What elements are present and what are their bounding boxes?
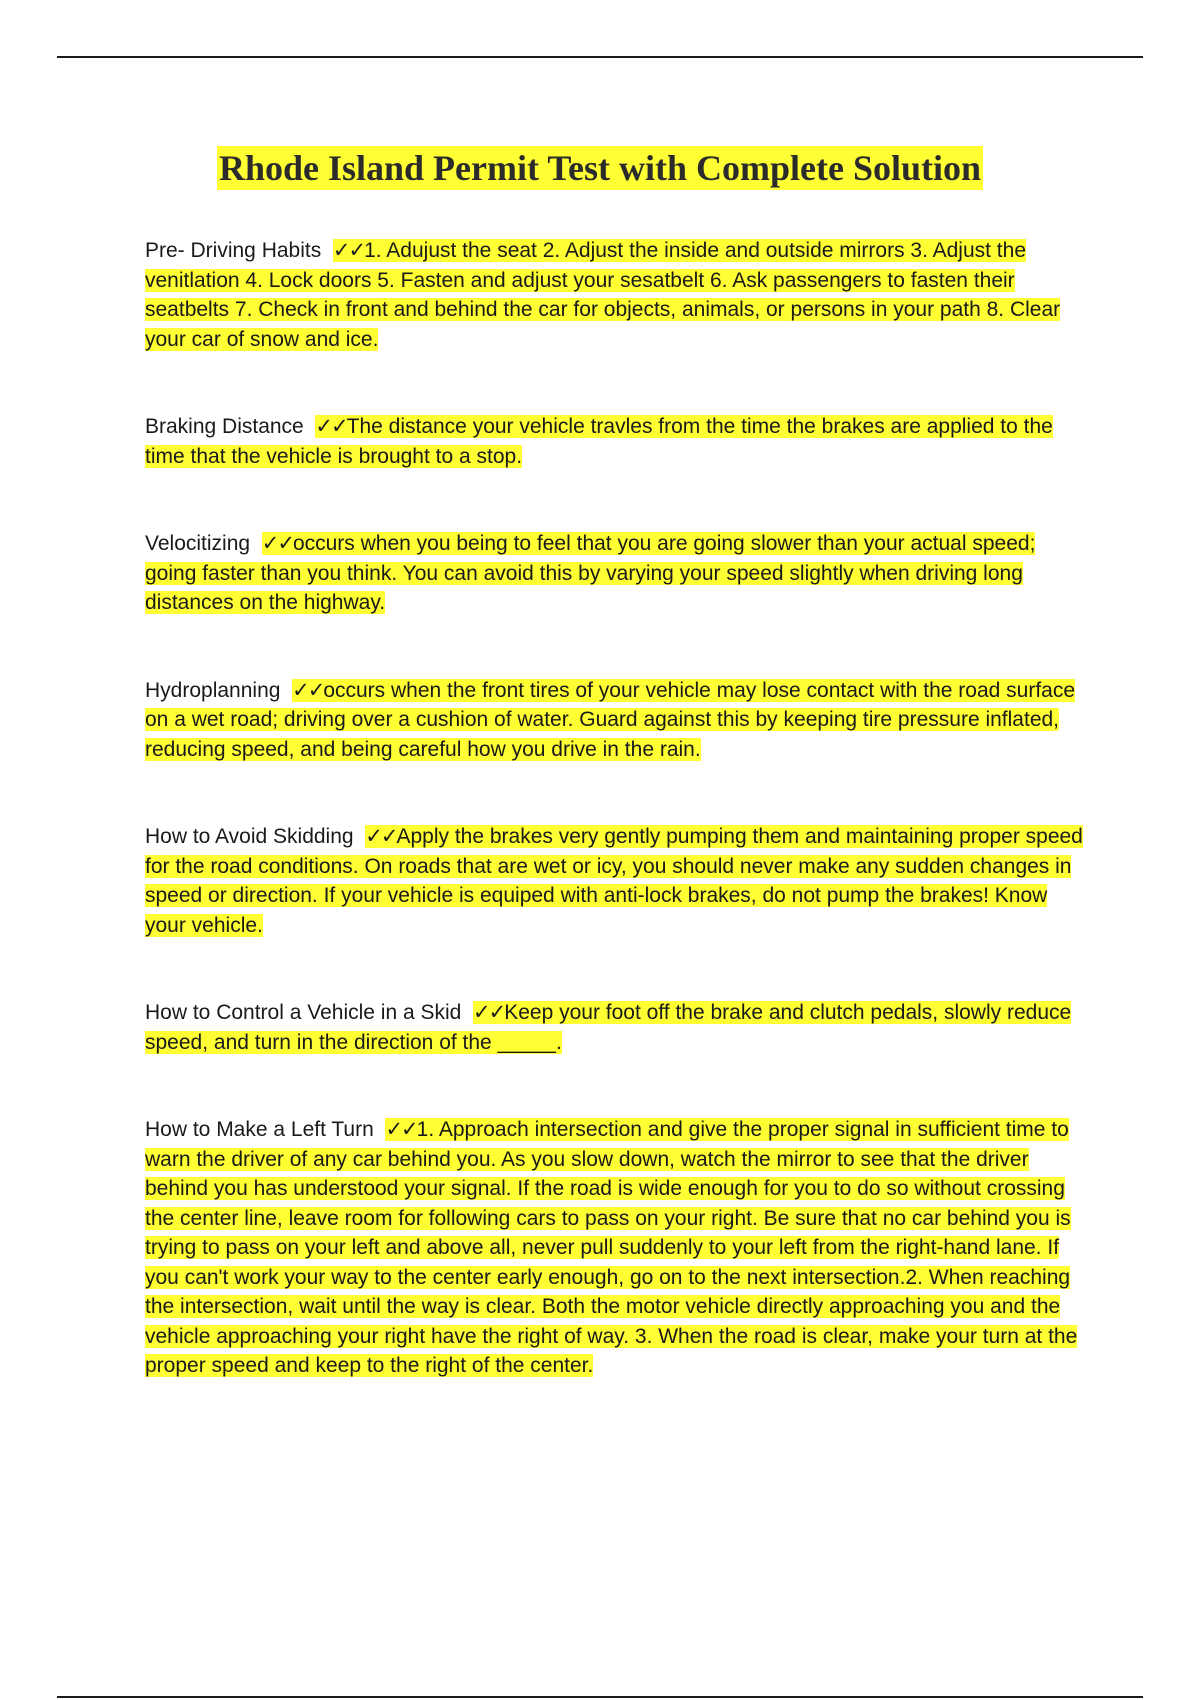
- title-container: [0, 146, 1200, 190]
- qa-term: Hydroplanning: [145, 678, 281, 702]
- qa-answer-text: Apply the brakes very gently pumping them and maintaining proper speed for the road conditions. On roads that are wet or icy, you should never make any sudden changes in speed or direction. If your vehicle is equiped with anti-lock brakes, do not pump the brakes! Know your vehicle.: [145, 825, 1083, 937]
- double-check-icon: ✓✓: [365, 824, 397, 848]
- double-check-icon: ✓✓: [385, 1117, 417, 1141]
- qa-answer: [145, 532, 1035, 614]
- document-title: Rhode Island Permit Test with Complete Solution: [218, 148, 982, 188]
- bottom-rule: [57, 1696, 1143, 1698]
- double-check-icon: ✓✓: [473, 1000, 505, 1024]
- qa-item: [145, 822, 1090, 940]
- qa-answer-text: occurs when you being to feel that you are going slower than your actual speed; going faster than you think. You can avoid this by varying your speed slightly when driving long distances on the highway.: [145, 532, 1036, 614]
- double-check-icon: ✓✓: [315, 414, 347, 438]
- qa-answer-text: The distance your vehicle travles from the time the brakes are applied to the time that the vehicle is brought to a stop.: [145, 415, 1053, 468]
- qa-term: How to Control a Vehicle in a Skid: [145, 1001, 462, 1024]
- qa-term: How to Make a Left Turn: [145, 1118, 374, 1141]
- qa-item: [145, 1115, 1090, 1381]
- qa-answer-text: 1. Approach intersection and give the proper signal in sufficient time to warn the driver of any car behind you. As you slow down, watch the mirror to see that the driver behind you has understood your signal. If the road is wide enough for you to do so without crossing the center line, leave room for following cars to pass on your right. Be sure that no car behind you is trying to pass on your left and above all, never pull suddenly to your left from the right-hand lane. If you can't work your way to the center early enough, go on to the next intersection.2. When reaching the intersection, wait until the way is clear. Both the motor vehicle directly approaching you and the vehicle approaching your right have the right of way. 3. When the road is clear, make your turn at the proper speed and keep to the right of the center.: [145, 1118, 1078, 1377]
- qa-answer-text: 1. Adujust the seat 2. Adjust the inside and outside mirrors 3. Adjust the venitlation 4. Lock doors 5. Fasten and adjust your sesatbelt 6. Ask passengers to fasten their seatbelts 7. Check in front and behind the car for objects, animals, or persons in your path 8. Clear your car of snow and ice.: [145, 239, 1061, 351]
- qa-item: [145, 529, 1090, 618]
- qa-answer: [145, 679, 1075, 761]
- qa-item: [145, 676, 1090, 765]
- double-check-icon: ✓✓: [261, 531, 293, 555]
- qa-answer-text: Keep your foot off the brake and clutch pedals, slowly reduce speed, and turn in the direction of the _____.: [145, 1001, 1072, 1054]
- qa-term: Velocitizing: [145, 532, 251, 555]
- qa-item: [145, 998, 1090, 1057]
- qa-answer-text: occurs when the front tires of your vehicle may lose contact with the road surface on a wet road; driving over a cushion of water. Guard against this by keeping tire pressure inflated, reducing speed, and being careful how you drive in the rain.: [145, 678, 1076, 761]
- qa-list: [145, 236, 1090, 1381]
- qa-item: [145, 412, 1090, 471]
- qa-term: Pre- Driving Habits: [145, 239, 322, 262]
- top-rule: [57, 56, 1143, 58]
- qa-term: How to Avoid Skidding: [145, 825, 354, 848]
- qa-term: Braking Distance: [145, 415, 304, 438]
- qa-item: [145, 236, 1090, 354]
- double-check-icon: ✓✓: [292, 677, 324, 702]
- qa-answer: [145, 1118, 1077, 1377]
- double-check-icon: ✓✓: [332, 238, 365, 262]
